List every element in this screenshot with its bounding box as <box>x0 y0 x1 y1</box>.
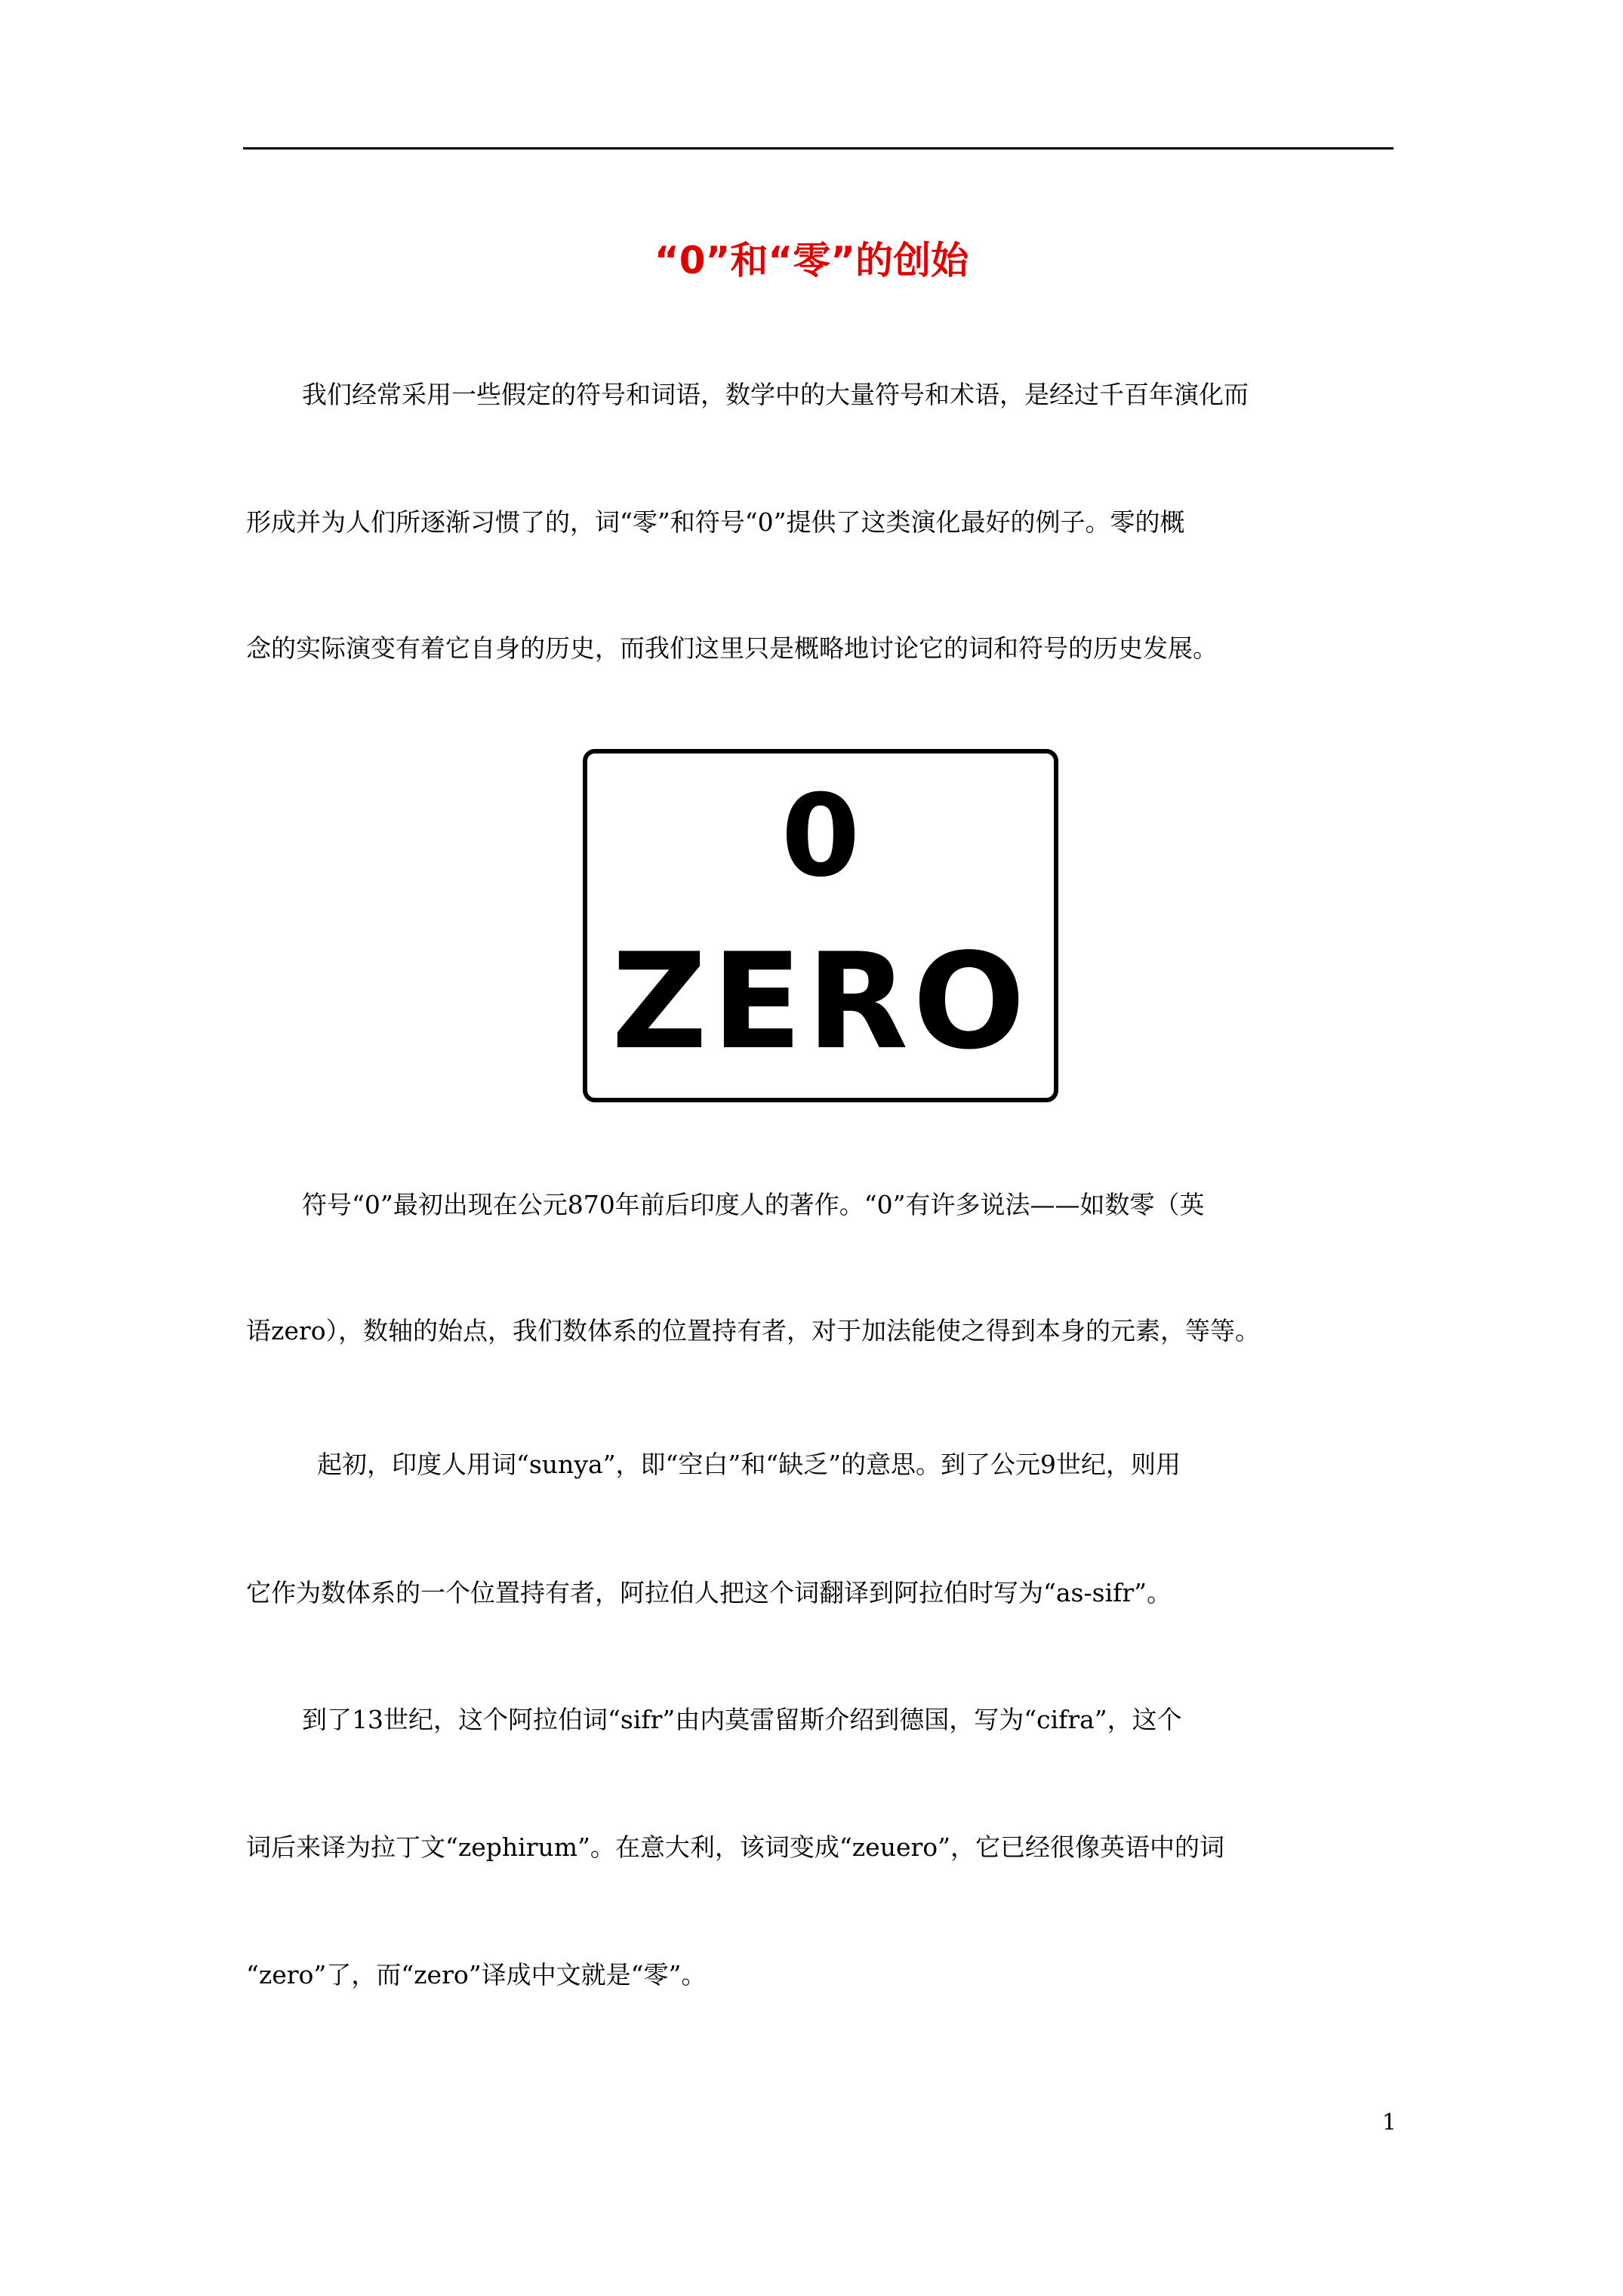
zero-digit: 0 <box>781 771 861 902</box>
zero-word: ZERO <box>611 926 1030 1079</box>
paragraph-4-line-3: “zero”了，而“zero”译成中文就是“零”。 <box>246 1960 707 1989</box>
paragraph-1-line-2: 形成并为人们所逐渐习惯了的，词“零”和符号“0”提供了这类演化最好的例子。零的概 <box>246 507 1185 537</box>
paragraph-4-line-1: 到了13世纪，这个阿拉伯词“sifr”由内莫雷留斯介绍到德国，写为“cifra”，这个 <box>302 1705 1182 1734</box>
paragraph-1-line-1: 我们经常采用一些假定的符号和词语，数学中的大量符号和术语，是经过千百年演化而 <box>302 380 1249 409</box>
document-title: “0”和“零”的创始 <box>654 239 969 282</box>
paragraph-2-line-1: 符号“0”最初出现在公元870年前后印度人的著作。“0”有许多说法——如数零（英 <box>302 1190 1205 1219</box>
header-rule <box>243 147 1394 149</box>
paragraph-1-line-3: 念的实际演变有着它自身的历史，而我们这里只是概略地讨论它的词和符号的历史发展。 <box>246 633 1218 663</box>
zero-sign-image <box>583 749 1058 1102</box>
page-number: 1 <box>1381 2110 1397 2136</box>
paragraph-4-line-2: 词后来译为拉丁文“zephirum”。在意大利，该词变成“zeuero”，它已经很像英语中的词 <box>246 1832 1224 1862</box>
paragraph-2-line-2: 语zero），数轴的始点，我们数体系的位置持有者，对于加法能使之得到本身的元素，等等。 <box>246 1316 1261 1345</box>
paragraph-3-line-2: 它作为数体系的一个位置持有者，阿拉伯人把这个词翻译到阿拉伯时写为“as-sifr”。 <box>246 1578 1172 1607</box>
paragraph-3-line-1: 起初，印度人用词“sunya”，即“空白”和“缺乏”的意思。到了公元9世纪，则用 <box>317 1450 1181 1479</box>
